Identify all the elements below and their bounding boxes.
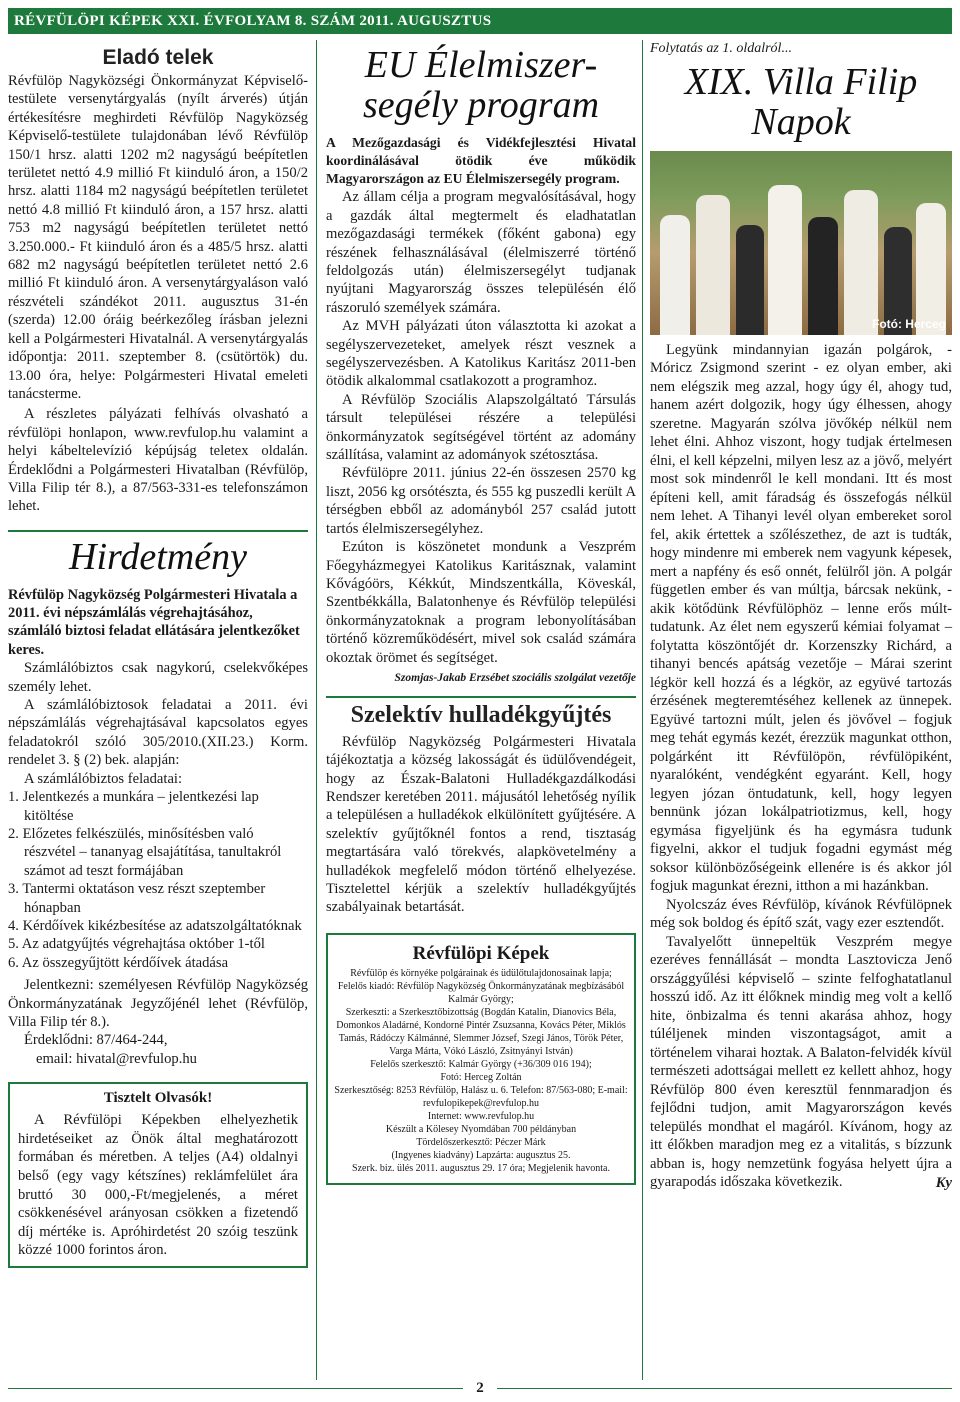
list-item: 1. Jelentkezés a munkára – jelentkezési lap kitöltése [8, 789, 259, 824]
eu-p3: A Révfülöp Szociális Alapszolgáltató Társulás társult települései részére a települési önkormányzatok segítségével történt az adomány szállítása, valamint az adományok szétosztása. [326, 391, 636, 464]
imprint-line: Felelős szerkesztő: Kalmár György (+36/309 016 194); [370, 1058, 592, 1070]
column-divider-right [642, 40, 643, 1380]
eu-title-line1: EU Élelmiszer- [364, 44, 598, 86]
olvasok-box [8, 1082, 308, 1268]
imprint-line: Felelős kiadó: Révfülöp Nagyközség Önkormányzatának megbízásából Kalmár György; [337, 980, 625, 1005]
imprint-title: Révfülöpi Képek [412, 942, 550, 964]
festival-photo [650, 151, 952, 335]
eu-p1: Az állam célja a program megvalósításával, hogy a gazdák által megtermelt és eladhatatlan mezőgazdasági termékek (főként gabona) egy részének felhasználásával (élelmiszerré történő feldolgozás után) élelmiszersegélyt tudjanak nyújtani Magyarország összes településén élő rászoruló személyek számára. [326, 189, 636, 316]
elado-body-2: A részletes pályázati felhívás olvasható a révfülöpi honlapon, www.revfulop.hu valamint a helyi kábeltelevízió képújság teletex oldalán. Érdeklődni a Polgármesteri Hivatalban (Révfülöp, Villa Filip tér 8.), a 87/563-331-es telefonszámon lehet. [8, 406, 308, 515]
continuation-note: Folytatás az 1. oldalról... [650, 41, 792, 56]
column-divider-left [316, 40, 317, 1380]
divider [8, 530, 308, 532]
divider [326, 696, 636, 698]
hirdetmeny-lead: Révfülöp Nagyközség Polgármesteri Hivatala a 2011. évi népszámlálás végrehajtásához, számláló biztosi feladat ellátására jelentkezőket keres. [8, 586, 300, 658]
list-item: 6. Az összegyűjtött kérdőívek átadása [8, 954, 229, 971]
list-item: 2. Előzetes felkészülés, minősítésben való részvétel – tananyag elsajátítása, tanultakról számot ad teszt formájában [8, 825, 282, 879]
imprint-line: Készült a Kölesey Nyomdában 700 példányban [385, 1123, 577, 1135]
elado-title: Eladó telek [102, 46, 214, 69]
elado-body: Révfülöp Nagyközségi Önkormányzat Képviselő-testülete versenytárgyalás (nyílt árverés) útján értékesítésre meghirdeti Révfülöp Nagyközség Képviselő-testülete tulajdonában lévő Révfülöp 150/1 hrsz. alatti 1202 m2 nagyságú beépítetlen területet nettó 4.9 millió Ft kiinduló áron, a 150/2 hrsz. alatti 1184 m2 nagyságú beépítetlen területet nettó 4.8 millió Ft kiinduló áron, a 157 hrsz. alatti 753 m2 nagyságú beépítetlen területet nettó 3.250.000.- Ft kiinduló áron és a 485/5 hrsz. alatti 682 m2 nagyságú beépítetlen területet nettó 2.6 millió Ft kiinduló áron. A versenytárgyaláson való részvételi szándékot 2011. augusztus 31-én (szerda) 12.00 óráig beérkezőleg írásban jelezni kell a Polgármesteri Hivatalnál. A versenytárgyalás időpontja: 2011. szeptember 8. (csütörtök) du. 13.00 óra, helye: Polgármesteri Hivatal emeleti tanácsterme. [8, 73, 308, 402]
villa-p2: Nyolcszáz éves Révfülöp, kívánok Révfülöpnek még sok boldog és építő szát, vagy ezer esztendőt. [650, 896, 952, 932]
imprint-line: Fotó: Herceg Zoltán [440, 1071, 522, 1083]
hirdetmeny-email: email: hivatal@revfulop.hu [36, 1050, 197, 1067]
header-title: RÉVFÜLÖPI KÉPEK XXI. ÉVFOLYAM 8. SZÁM 2011. AUGUSZTUS [14, 13, 492, 29]
villa-p3: Tavalyelőtt ünnepeltük Veszprém megye ezeréves fennállását – mondta Lasztovicza Jenő országgyűlési képviselő – szinte felfoghatatlanul hosszú idő. Az itt élőknek mindig meg volt a kellő hite, önbizalma és tenni akarása ahhoz, hogy túléljenek minden viszontagságot, amit a történelem viharai hoztak. A Balaton-felvidék kívül természeti adottságai mellett ez kellett ahhoz, hogy Révfülöp 800 éven keresztül fennmaradjon és fejlődni tudjon, amit Magyarországon kevés település mondhat el magáról. Kívánom, hogy az itt élőkben maradjon meg ez a vitalitás, s bízzunk abban is, hogy nemzetünk fogyása helyett újra a gyarapodás időszaka következik. [650, 933, 952, 1191]
eu-p4: Révfülöpre 2011. június 22-én összesen 2570 kg liszt, 2056 kg orsótészta, és 555 kg puszedli került A térségben ebből az adományból 257 család jutott tartós élelmiszersegélyhez. [326, 465, 636, 537]
villa-filip-title-line2: Napok [751, 100, 851, 143]
column-middle [326, 40, 636, 1185]
villa-filip-title-line1: XIX. Villa Filip [684, 60, 918, 103]
hirdetmeny-p5: Érdeklődni: 87/464-244, [24, 1032, 168, 1049]
eu-signature: Szomjas-Jakab Erzsébet szociális szolgálat vezetője [394, 671, 636, 684]
hirdetmeny-p2: A számlálóbiztosok feladatai a 2011. évi népszámlálás végrehajtásával kapcsolatos egyes feladatokról szóló 305/2010.(XII.23.) Korm. rendelet 3. § (2) bek. alapján: [8, 697, 308, 769]
task-list [8, 788, 308, 972]
villa-filip-title [650, 60, 952, 143]
eu-title [326, 46, 636, 126]
hirdetmeny-p1: Számlálóbiztos csak nagykorú, cselekvőképes személy lehet. [8, 660, 308, 695]
szelektiv-title: Szelektív hulladékgyűjtés [350, 701, 612, 728]
page-number: 2 [476, 1380, 484, 1396]
imprint-line: Szerk. biz. ülés 2011. augusztus 29. 17 óra; Megjelenik havonta. [352, 1162, 610, 1174]
villa-p1: Legyünk mindannyian igazán polgárok, - Móricz Zsigmond szerint - ez olyan ember, aki nem elégszik meg azzal, hogy úgy él, ahogy tud, hanem azért dolgozik, hogy úgy élhessen, ahogy szeretne. Magyarán szólva jövőkép nélkül nem lehet élni. Ahhoz viszont, hogy tudjak értelmesen élni, el kell képzelni, milyen lesz az a jövő, melyért most sok mindenről le kell mondani. Itt és most építeni kell, amit fáradság és összefogás nélkül nem lehet. A Tihanyi levél olyan embereket sorol fel, akik értettek a szőlészethez, de azt is tudták, hogy mindenre mi emberek nem vagyunk képesek, mert a napfény és eső onnét, felülről jön. A polgár független ember és van múltja, bárcsak nekünk, - akik kötődünk Révfülöphöz – lenne erős múlt-tudatunk. Az élet nem egyszerű kémiai folyamat – folytatta köszöntőjét dr. Korzenszky Richárd, a tihanyi bencés apátság vezetője – Márai szerint légkör kell hozzá és a légkör, az együvé tartozás érzésének megteremtéséhez kellenek az ünnepek. Együvé tartozni múlt, jelen és jövővel – fogjuk meg tehát egymás kezét, érezzük magunkat otthon, polgárként itt Révfülöpön, révfülöpiként, nyaralóként, vendégként egyaránt. Kell, hogy legyen józan öntudatunk, kell, hogy legyen bennünk józan lokálpatriotizmus, kell, hogy egymása figyeljünk és ha egymásra tudunk figyelni, akkor el tudjuk fogadni egymást még soksor különbözőségeink ellenére is és akkor jól fogjuk magunkat érezni, itthon a mi hazánkban. [650, 341, 952, 895]
eu-lead: A Mezőgazdasági és Vidékfejlesztési Hivatal koordinálásával ötödik éve működik Magyarországon az EU Élelmiszersegély program. [326, 134, 636, 187]
hirdetmeny-p4: Jelentkezni: személyesen Révfülöp Nagyközség Önkormányzatának Jegyzőjénél lehet (Révfülöp, Villa Filip tér 8.). [8, 977, 308, 1030]
imprint-line: Szerkeszti: a Szerkesztőbizottság (Bogdán Katalin, Dianovics Béla, Domonkos Aladárné, Kondorné Pintér Zsuzsanna, Kovács Péter, Miklós Tamás, Rádóczy Kálmánné, Slemmer József, Szegi János, Török Péter, Varga Márta, Vókó László, Zsitnyányi István) [336, 1006, 626, 1057]
header-bar [8, 8, 952, 34]
villa-signature: Ky [935, 1174, 952, 1191]
eu-title-line2: segély program [362, 83, 600, 126]
column-left [8, 40, 308, 1268]
list-item: 4. Kérdőívek kikézbesítése az adatszolgáltatóknak [8, 917, 302, 934]
imprint-line: Révfülöp és környéke polgárainak és üdülőtulajdonosainak lapja; [350, 967, 612, 979]
imprint-line: (Ingyenes kiadvány) Lapzárta: augusztus 25. [391, 1149, 571, 1161]
column-right [650, 40, 952, 1192]
footer-line-left [8, 1388, 463, 1389]
list-item: 5. Az adatgyűjtés végrehajtása október 1-től [8, 936, 265, 953]
eu-p2: Az MVH pályázati úton választotta ki azokat a segélyszervezeteket, amelyek részt vesznek a segélyszervezésben. A Katolikus Karitász 2011-ben ötödik alkalommal csatlakozott a programhoz. [326, 318, 636, 390]
imprint-line: Szerkesztőség: 8253 Révfülöp, Halász u. 6. Telefon: 87/563-080; E-mail: revfulopikepek@revfulop.hu [334, 1084, 628, 1109]
list-item: 3. Tantermi oktatáson vesz részt szeptember hónapban [8, 881, 266, 916]
olvasok-title: Tisztelt Olvasók! [103, 1090, 213, 1107]
szelektiv-body: Révfülöp Nagyközség Polgármesteri Hivatala tájékoztatja a község lakosságát és üdülővendégeit, hogy az Észak-Balatoni Hulladékgazdálkodási Rendszer keretében 2011. májusától lehetőség nyílik a településen a hulladékok elkülönített gyűjtésére. A szelektív gyűjtőknél fontos a rend, tisztaság megtartására való törekvés, alapkövetelmény a hulladékok megfelelő módon történő elhelyezése. Tisztelettel kérjük a szelektív hulladékgyűjtés szabályainak betartását. [326, 733, 636, 916]
imprint-line: Internet: www.revfulop.hu [427, 1110, 535, 1122]
imprint-box [326, 933, 636, 1185]
eu-p5: Ezúton is köszönetet mondunk a Veszprém Főegyházmegyei Katolikus Karitásznak, valamint Kővágóörs, Kékkút, Mindszentkálla, Köveskál, Szentbékkálla, Balatonhenye és Révfülöp települési önkormányzatoknak a program lebonyolításában történő közreműködésért, mivel sok család számára okoztak örömet és segítséget. [326, 539, 636, 666]
imprint-line: Tördelőszerkesztő: Péczer Márk [416, 1136, 546, 1148]
olvasok-body: A Révfülöpi Képekben elhelyezhetik hirdetéseiket az Önök által meghatározott formában és méretben. A teljes (A4) oldalnyi belső (egy vagy kétszínes) reklámfelület ára bruttó 30 000,-Ft/megjelenés, a méret csökkenésével arányosan csökken a fizetendő díj mértéke is. Apróhirdetést 20 szóig teszünk közzé 1000 forintos áron. [18, 1112, 298, 1259]
photo-caption: Fotó: Herceg [871, 316, 946, 331]
hirdetmeny-title: Hirdetmény [69, 535, 247, 578]
hirdetmeny-p3: A számlálóbiztos feladatai: [24, 770, 183, 787]
footer-line-right [497, 1388, 952, 1389]
